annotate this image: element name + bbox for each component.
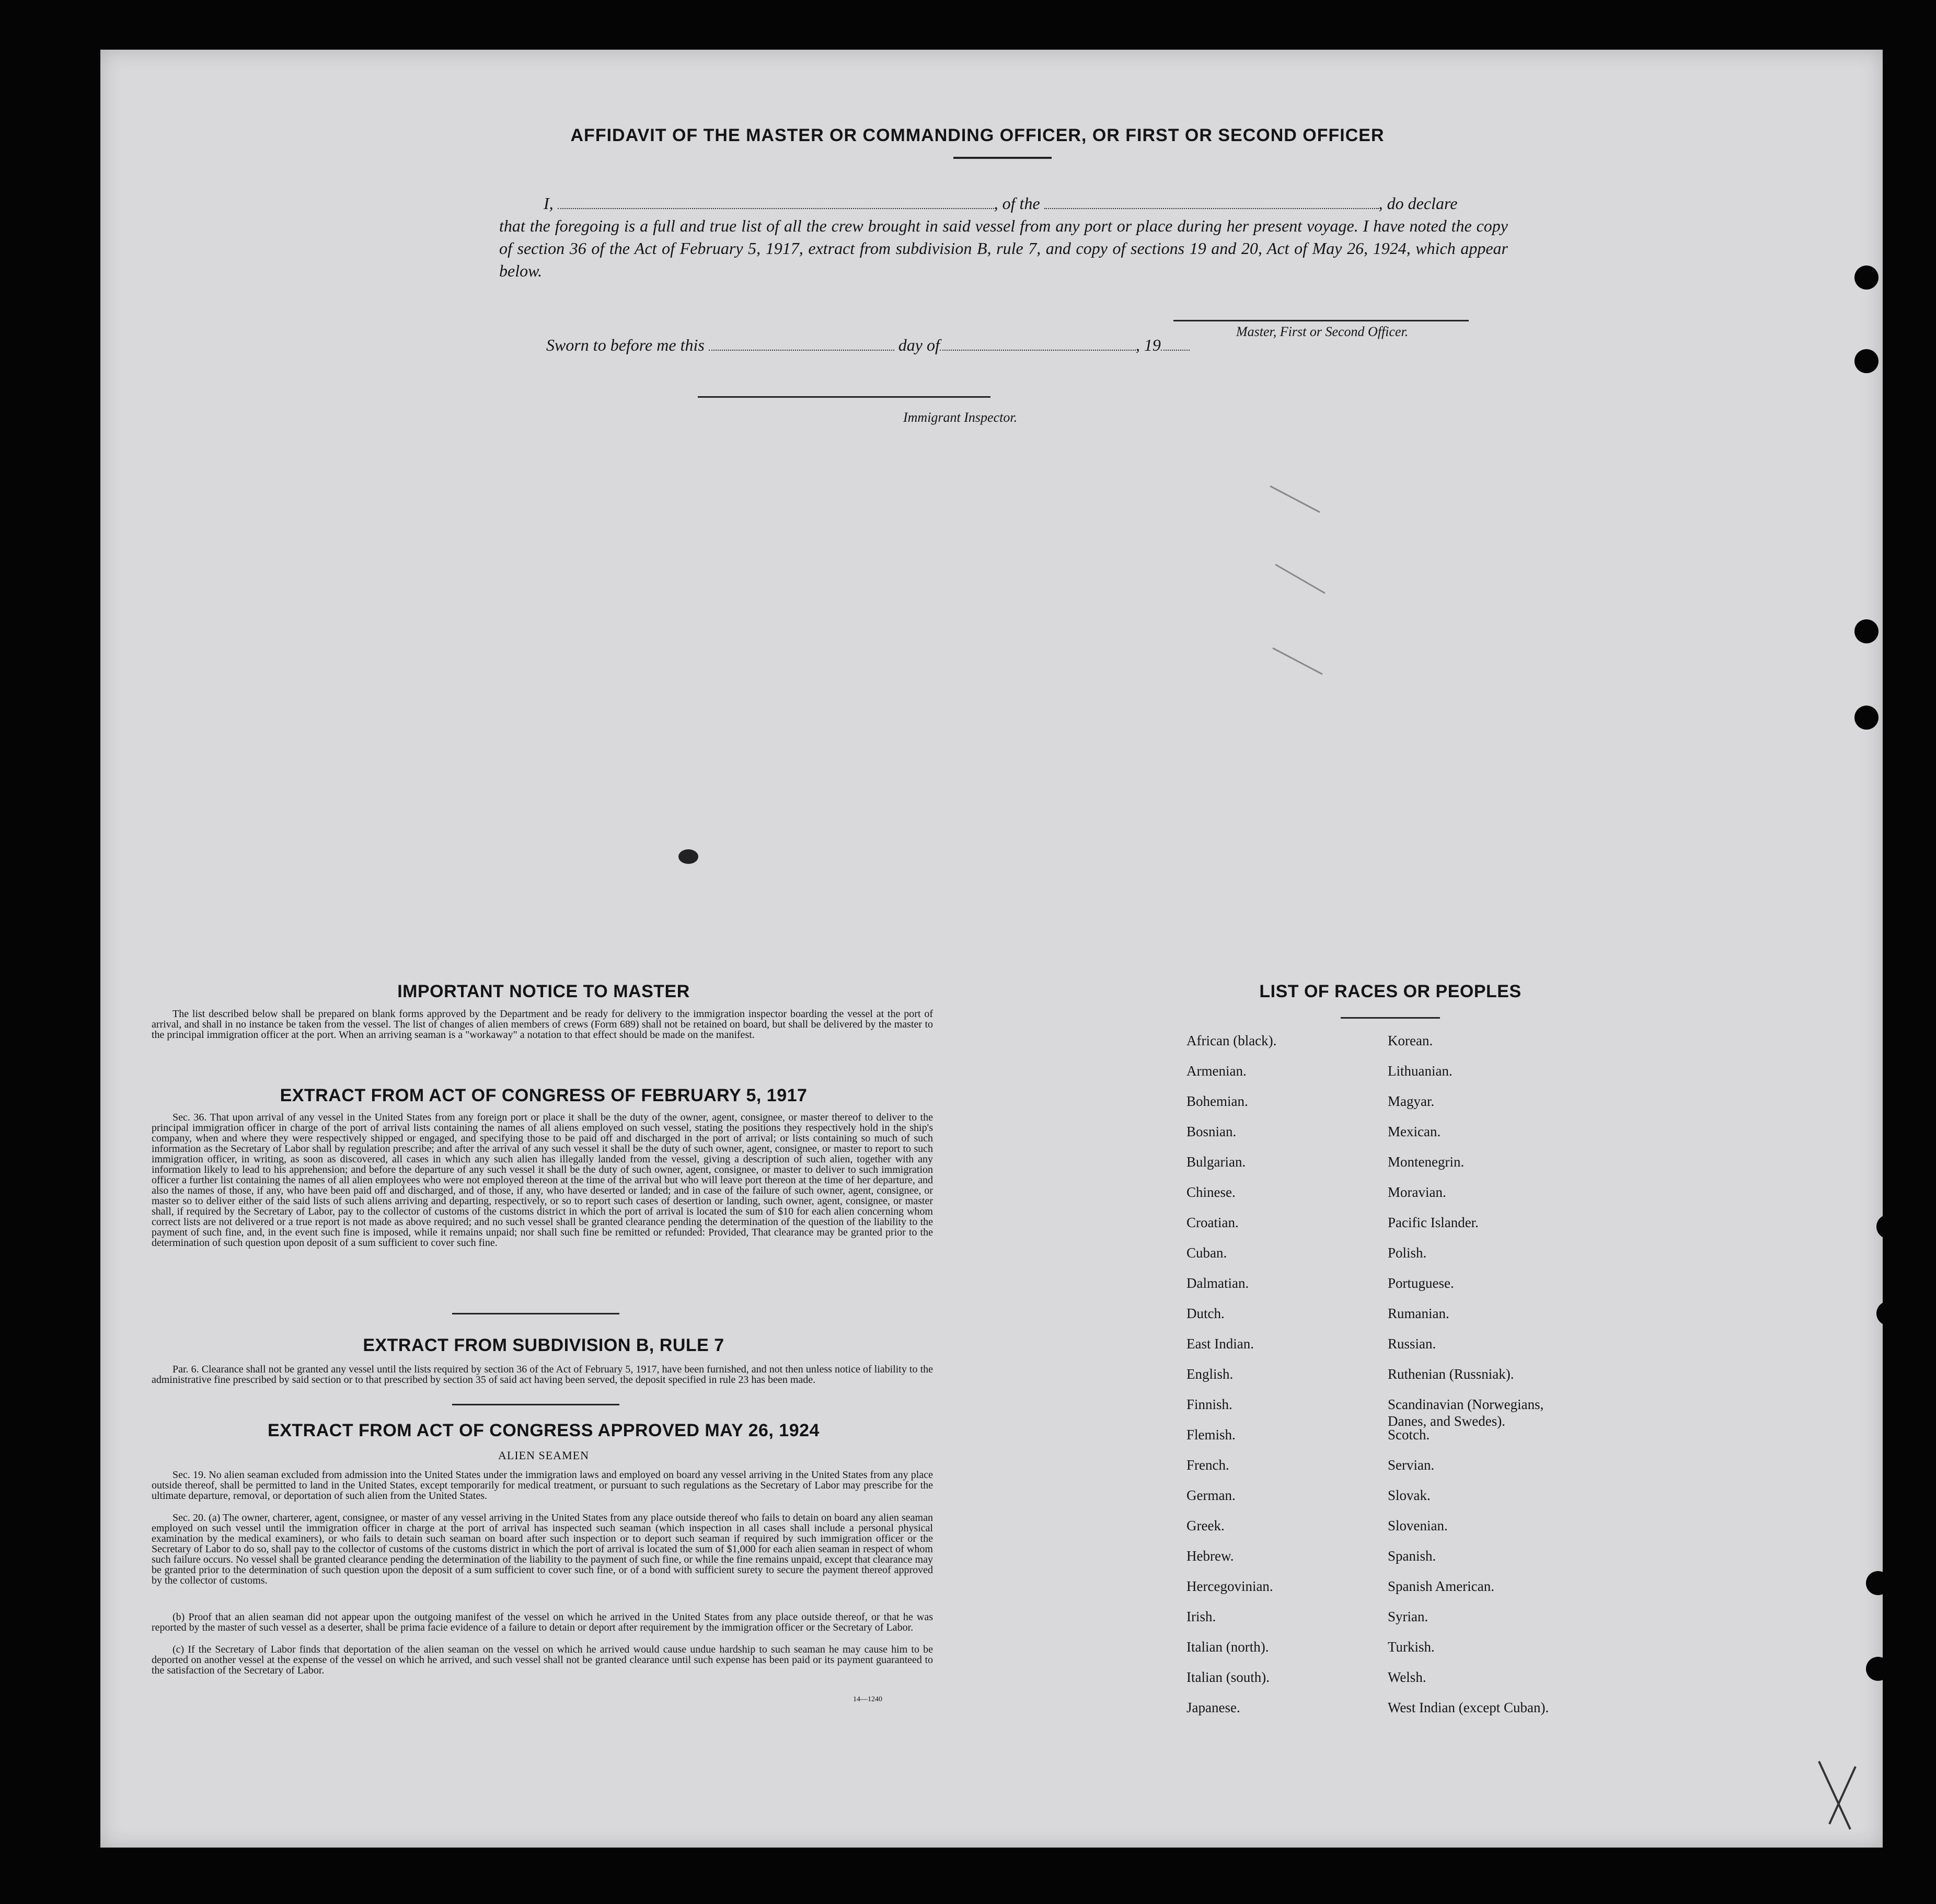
race-item: Syrian. [1388, 1609, 1428, 1624]
race-item: English. [1186, 1366, 1234, 1382]
race-item: Korean. [1388, 1033, 1433, 1048]
sworn-line [546, 336, 1190, 355]
race-item: Armenian. [1186, 1063, 1247, 1079]
sec20a-text: Sec. 20. (a) The owner, charterer, agent, consignee, or master of any vessel arriving in the United States from any place outside thereof who fails to detain on board any alien seaman employed on such vessel until the immigration officer in charge at the port of arrival has inspected such seaman (which inspection in all cases shall include a personal physical examination by the medical examiners), or who fails to detain such seaman on board after such inspection or to deport such seaman if required by such immigration officer or the Secretary of Labor to do so, shall pay to the collector of customs of the customs district in which the port of arrival is located the sum of $1,000 for each alien seaman in respect of whom such failure occurs. No vessel shall be granted clearance pending the determination of the liability to the payment of such fine, or while the fine remains unpaid, except that clearance may be granted prior to the determination of such question upon the deposit of a sum sufficient to cover such fine, or of a bond with sufficient surety to secure the payment thereof approved by the collector of customs. [152, 1512, 933, 1586]
sworn-year-blank-field[interactable] [1161, 339, 1190, 351]
affidavit-of-the-label: , of the [994, 194, 1040, 213]
race-item: Bosnian. [1186, 1124, 1237, 1139]
sec20c-text: (c) If the Secretary of Labor finds that deportation of the alien seaman on the vessel on which he arrived would cause undue hardship to such seaman he may cause him to be deported on another vessel at the expense of the vessel on which he arrived, and such vessel shall not be granted clearance until such expense has been paid or its payment guaranteed to the satisfaction of the Secretary of Labor. [152, 1644, 933, 1676]
races-left-column [1186, 1032, 1276, 1729]
race-item: Flemish. [1186, 1427, 1236, 1443]
punch-hole [1866, 1571, 1890, 1595]
affidavit-body: that the foregoing is a full and true list of all the crew brought in said vessel from any port or place during her present voyage. I have noted the copy of section 36 of the Act of February 5, 1917, extract from subdivision B, rule 7, and copy of sections 19 and 20, Act of May 26, 1924, which appear below. [499, 216, 1508, 280]
race-item: Welsh. [1388, 1669, 1426, 1685]
race-item: Bohemian. [1186, 1093, 1248, 1109]
year-label: , 19 [1135, 336, 1161, 354]
race-item: Rumanian. [1388, 1306, 1449, 1321]
race-item: Spanish American. [1388, 1578, 1494, 1594]
race-item: Servian. [1388, 1457, 1435, 1473]
section-divider [452, 1404, 619, 1405]
title-divider [953, 157, 1052, 159]
race-item: West Indian (except Cuban). [1388, 1700, 1549, 1715]
race-item: Slovak. [1388, 1487, 1431, 1503]
affidavit-line-1 [544, 192, 1508, 215]
extract-1917-title: EXTRACT FROM ACT OF CONGRESS OF FEBRUARY 5, 1917 [280, 1086, 808, 1105]
extract-1924-subtitle: ALIEN SEAMEN [498, 1449, 589, 1462]
extract-1924-title: EXTRACT FROM ACT OF CONGRESS APPROVED MAY 26, 1924 [268, 1421, 820, 1440]
race-item: Magyar. [1388, 1093, 1435, 1109]
race-item: Slovenian. [1388, 1518, 1448, 1533]
inspector-caption: Immigrant Inspector. [903, 410, 1018, 425]
race-item: Spanish. [1388, 1548, 1436, 1564]
extract-1917-text: Sec. 36. That upon arrival of any vessel in the United States from any foreign port or place it shall be the duty of the owner, agent, consignee, or master thereof to deliver to the principal immigration officer in charge of the port of arrival lists containing the names of all aliens employed on such vessel, stating the positions they respectively hold in the ship's company, when and where they were respectively shipped or engaged, and specifying those to be paid off and discharged in the port of arrival; or lists containing so much of such information as the Secretary of Labor shall by regulation prescribe; and after the arrival of any such vessel it shall be the duty of such owner, agent, consignee, or master to report to such immigration officer, in writing, as soon as discovered, all cases in which any such alien has illegally landed from the vessel, giving a description of such alien, together with any information likely to lead to his apprehension; and before the departure of any such vessel it shall be the duty of such owner, agent, consignee, or master to deliver to such immigration officer a further list containing the names of all alien employees who were not employed thereon at the time of the arrival but who will leave port thereon at the time of her departure, and also the names of those, if any, who have been paid off and discharged, and of those, if any, who have deserted or landed; and in case of the failure of such owner, agent, consignee, or master so to deliver either of the said lists of such aliens arriving and departing, respectively, or so to report such cases of desertion or landing, such owner, agent, consignee, or master shall, if required by the Secretary of Labor, pay to the collector of customs of the customs district in which the port of arrival is located the sum of $10 for each alien concerning whom correct lists are not delivered or a true report is not made as above required; and no such vessel shall be granted clearance pending the determination of the question of the liability to the payment of such fine, and, in the event such fine is imposed, while it remains unpaid; nor shall such fine be remitted or refunded: Provided, That clearance may be granted prior to the determination of such question upon deposit of a sum sufficient to cover such fine. [152, 1112, 933, 1249]
signature-caption: Master, First or Second Officer. [1236, 324, 1409, 339]
race-item: Scotch. [1388, 1427, 1430, 1443]
race-item: German. [1186, 1487, 1236, 1503]
race-item: Dutch. [1186, 1306, 1225, 1321]
vessel-blank-field[interactable] [1044, 198, 1379, 209]
race-item: Japanese. [1186, 1700, 1240, 1715]
sec19-text: Sec. 19. No alien seaman excluded from admission into the United States under the immigration laws and employed on board any vessel arriving in the United States from any place outside thereof, shall be permitted to land in the United States, except temporarily for medical treatment, or pursuant to such regulations as the Secretary of Labor may prescribe for the ultimate departure, removal, or deportation of such alien from the United States. [152, 1469, 933, 1502]
race-item: Pacific Islander. [1388, 1215, 1479, 1230]
race-item: Polish. [1388, 1245, 1427, 1261]
sworn-day-blank-field[interactable] [709, 339, 894, 351]
affidavit-text [499, 192, 1508, 282]
punch-hole [1854, 349, 1879, 373]
rule7-title: EXTRACT FROM SUBDIVISION B, RULE 7 [363, 1335, 724, 1355]
race-item: Chinese. [1186, 1184, 1236, 1200]
punch-hole [1876, 1215, 1900, 1239]
race-item: Mexican. [1388, 1124, 1441, 1139]
race-item: African (black). [1186, 1033, 1277, 1048]
sworn-label: Sworn to before me this [546, 336, 705, 354]
race-item: Russian. [1388, 1336, 1436, 1352]
faint-pencil-marks [1260, 481, 1333, 679]
race-item: Lithuanian. [1388, 1063, 1453, 1079]
race-item: Cuban. [1186, 1245, 1227, 1261]
punch-hole [1854, 706, 1879, 730]
punch-hole [1854, 619, 1879, 643]
race-item: Hercegovinian. [1186, 1578, 1273, 1594]
section-divider [452, 1313, 619, 1314]
race-item: Italian (south). [1186, 1669, 1270, 1685]
notice-text: The list described below shall be prepared on blank forms approved by the Department and be ready for delivery to the immigration inspector boarding the vessel at the port of arrival, and shall in no instance be taken from the vessel. The list of changes of alien members of crews (Form 689) shall not be retained on board, but shall be delivered by the master to the principal immigration officer at the port. When an arriving seaman is a "workaway" a notation to that effect should be made on the manifest. [152, 1008, 933, 1041]
affidavit-title: AFFIDAVIT OF THE MASTER OR COMMANDING OFFICER, OR FIRST OR SECOND OFFICER [570, 125, 1385, 145]
punch-hole [1866, 1657, 1890, 1681]
race-item: East Indian. [1186, 1336, 1254, 1352]
races-title-divider [1341, 1017, 1440, 1019]
punch-hole [1876, 1301, 1900, 1325]
race-item: Bulgarian. [1186, 1154, 1246, 1170]
punch-hole [1854, 266, 1879, 290]
race-item: Ruthenian (Russniak). [1388, 1366, 1514, 1382]
race-item: Moravian. [1388, 1184, 1446, 1200]
notice-title: IMPORTANT NOTICE TO MASTER [397, 982, 690, 1001]
races-title: LIST OF RACES OR PEOPLES [1259, 982, 1522, 1001]
signature-line [1173, 320, 1469, 321]
race-item: Finnish. [1186, 1397, 1232, 1412]
race-item: Portuguese. [1388, 1275, 1454, 1291]
race-item: Montenegrin. [1388, 1154, 1465, 1170]
name-blank-field[interactable] [558, 198, 994, 209]
sec20b-text: (b) Proof that an alien seaman did not appear upon the outgoing manifest of the vessel on which he arrived in the United States from any place outside thereof, or that he was reported by the master of such vessel as a deserter, shall be prima facie evidence of a failure to detain or deport after requirement by the immigration officer or the Secretary of Labor. [152, 1611, 933, 1633]
race-item: Greek. [1186, 1518, 1225, 1533]
race-item: Turkish. [1388, 1639, 1435, 1655]
affidavit-declare-label: , do declare [1378, 194, 1458, 213]
ink-blot [678, 849, 698, 864]
race-item: Hebrew. [1186, 1548, 1234, 1564]
race-item: Croatian. [1186, 1215, 1239, 1230]
sworn-month-blank-field[interactable] [940, 339, 1136, 351]
rule7-text: Par. 6. Clearance shall not be granted any vessel until the lists required by section 36 of the Act of February 5, 1917, have been furnished, and not then unless notice of liability to the administrative fine prescribed by said section or to that prescribed by section 35 of said act having been served, the deposit specified in rule 23 has been made. [152, 1364, 933, 1386]
inspector-signature-line [698, 396, 990, 398]
affidavit-i-label: I, [544, 194, 554, 213]
race-item: Dalmatian. [1186, 1275, 1249, 1291]
races-right-column [1388, 1032, 1549, 1729]
race-item: French. [1186, 1457, 1229, 1473]
race-item: Scandinavian (Norwegians, Danes, and Swedes). [1388, 1397, 1544, 1429]
handwritten-x-mark [1814, 1756, 1861, 1834]
race-item: Irish. [1186, 1609, 1216, 1624]
form-number: 14—1240 [853, 1695, 882, 1703]
day-of-label: day of [898, 336, 940, 354]
race-item: Italian (north). [1186, 1639, 1269, 1655]
